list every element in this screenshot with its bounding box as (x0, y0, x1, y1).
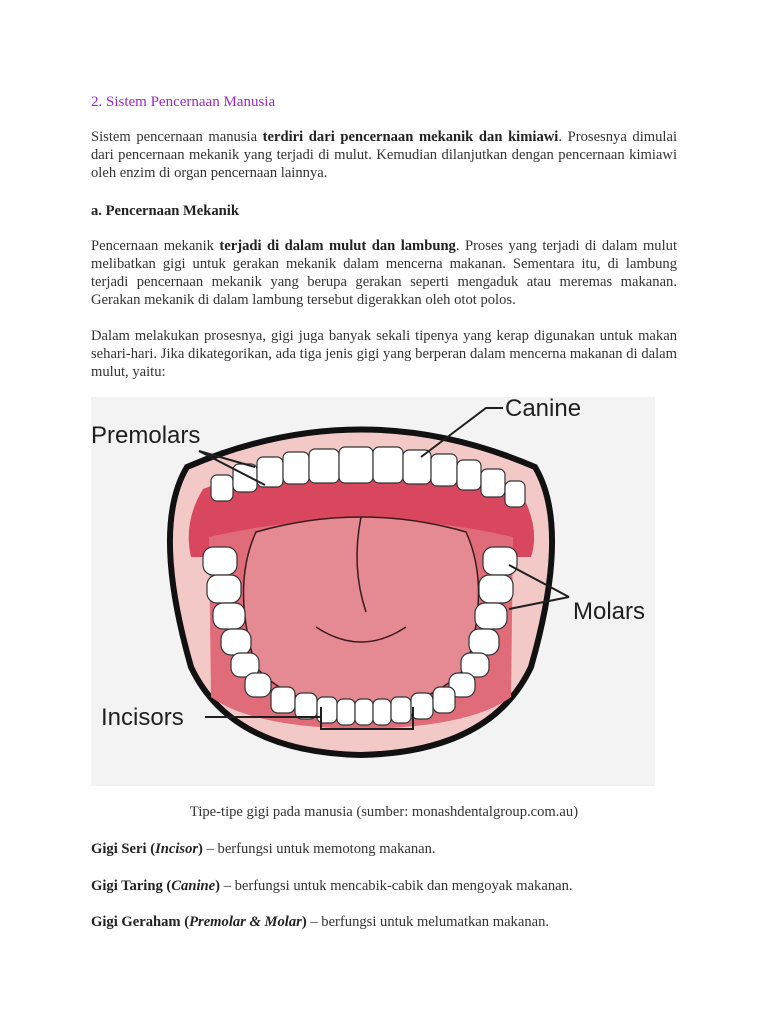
upper-tooth (505, 481, 525, 507)
upper-tooth (339, 447, 373, 483)
label-premolars: Premolars (91, 422, 201, 449)
intro-bold: terdiri dari pencernaan mekanik dan kimiawi (262, 129, 559, 145)
definition-molar: Gigi Geraham (Premolar & Molar) – berfungsi untuk melumatkan makanan. (91, 914, 550, 930)
definition-incisor: Gigi Seri (Incisor) – berfungsi untuk memotong makanan. (91, 841, 436, 857)
figure-caption: Tipe-tipe gigi pada manusia (sumber: monashdentalgroup.com.au) (189, 804, 579, 820)
left-molar (203, 547, 237, 575)
teeth-intro-paragraph: Dalam melakukan prosesnya, gigi juga banyak sekali tipenya yang kerap digunakan untuk makan sehari-hari. Jika dikategorikan, ada tiga jenis gigi yang berperan dalam mencerna makanan di dalam mulut, yaitu: (91, 328, 677, 380)
def-term: Gigi Seri (91, 841, 147, 857)
left-molar (207, 575, 241, 603)
upper-tooth (283, 452, 309, 484)
def-desc: – berfungsi untuk memotong makanan. (202, 841, 436, 857)
section-heading: 2. Sistem Pencernaan Manusia (91, 94, 276, 110)
left-molar (213, 603, 245, 629)
intro-paragraph (91, 128, 677, 182)
lower-incisor (337, 699, 355, 725)
def-desc: – berfungsi untuk mencabik-cabik dan mengoyak makanan. (219, 878, 573, 894)
upper-tooth (309, 449, 339, 483)
lower-incisor (355, 699, 373, 725)
label-canine: Canine (505, 397, 582, 422)
upper-tooth (481, 469, 505, 497)
right-molar (483, 547, 517, 575)
subsection-heading: a. Pencernaan Mekanik (91, 203, 239, 219)
definition-canine: Gigi Taring (Canine) – berfungsi untuk mencabik-cabik dan mengoyak makanan. (91, 878, 573, 894)
def-desc: – berfungsi untuk melumatkan makanan. (306, 914, 550, 930)
mouth-illustration (91, 397, 655, 786)
upper-tooth (431, 454, 457, 486)
label-molars: Molars (573, 598, 646, 625)
lower-incisor (373, 699, 391, 725)
tongue (244, 517, 479, 709)
mech-bold: terjadi di dalam mulut dan lambung (219, 238, 456, 254)
upper-tooth (457, 460, 481, 490)
label-incisors: Incisors (101, 704, 184, 731)
def-latin: Premolar & Molar (189, 914, 302, 930)
mechanical-paragraph (91, 237, 677, 309)
def-latin: Incisor (155, 841, 199, 857)
upper-tooth (211, 475, 233, 501)
def-term: Gigi Geraham (91, 914, 181, 930)
intro-text-2: . Prosesnya dimulai dari pencernaan mekanik yang terjadi di mulut. Kemudian dilanjutkan dengan pencernaan kimiawi oleh enzim di organ pencernaan lainnya. (91, 129, 677, 181)
mech-text-1: Pencernaan mekanik (91, 238, 220, 254)
right-molar (475, 603, 507, 629)
upper-tooth (403, 450, 431, 484)
lower-tooth (295, 693, 317, 719)
left-premolar (221, 629, 251, 655)
mech-text-2: . Proses yang terjadi di dalam mulut melibatkan gigi untuk gerakan mekanik dalam mencerna makanan. Sementara itu, di lambung terjadi pencernaan mekanik yang berupa gerakan seperti mengaduk atau meremas makanan. Gerakan mekanik di dalam lambung tersebut digerakkan oleh otot polos. (91, 238, 677, 308)
lower-incisor (391, 697, 411, 723)
left-canine (245, 673, 271, 697)
right-premolar (469, 629, 499, 655)
lower-tooth (433, 687, 455, 713)
upper-tooth (373, 447, 403, 483)
right-molar (479, 575, 513, 603)
lower-tooth (411, 693, 433, 719)
lower-tooth (271, 687, 295, 713)
def-latin: Canine (171, 878, 216, 894)
intro-text-1: Sistem pencernaan manusia (91, 129, 263, 145)
mouth-diagram (91, 397, 655, 786)
def-term: Gigi Taring (91, 878, 163, 894)
